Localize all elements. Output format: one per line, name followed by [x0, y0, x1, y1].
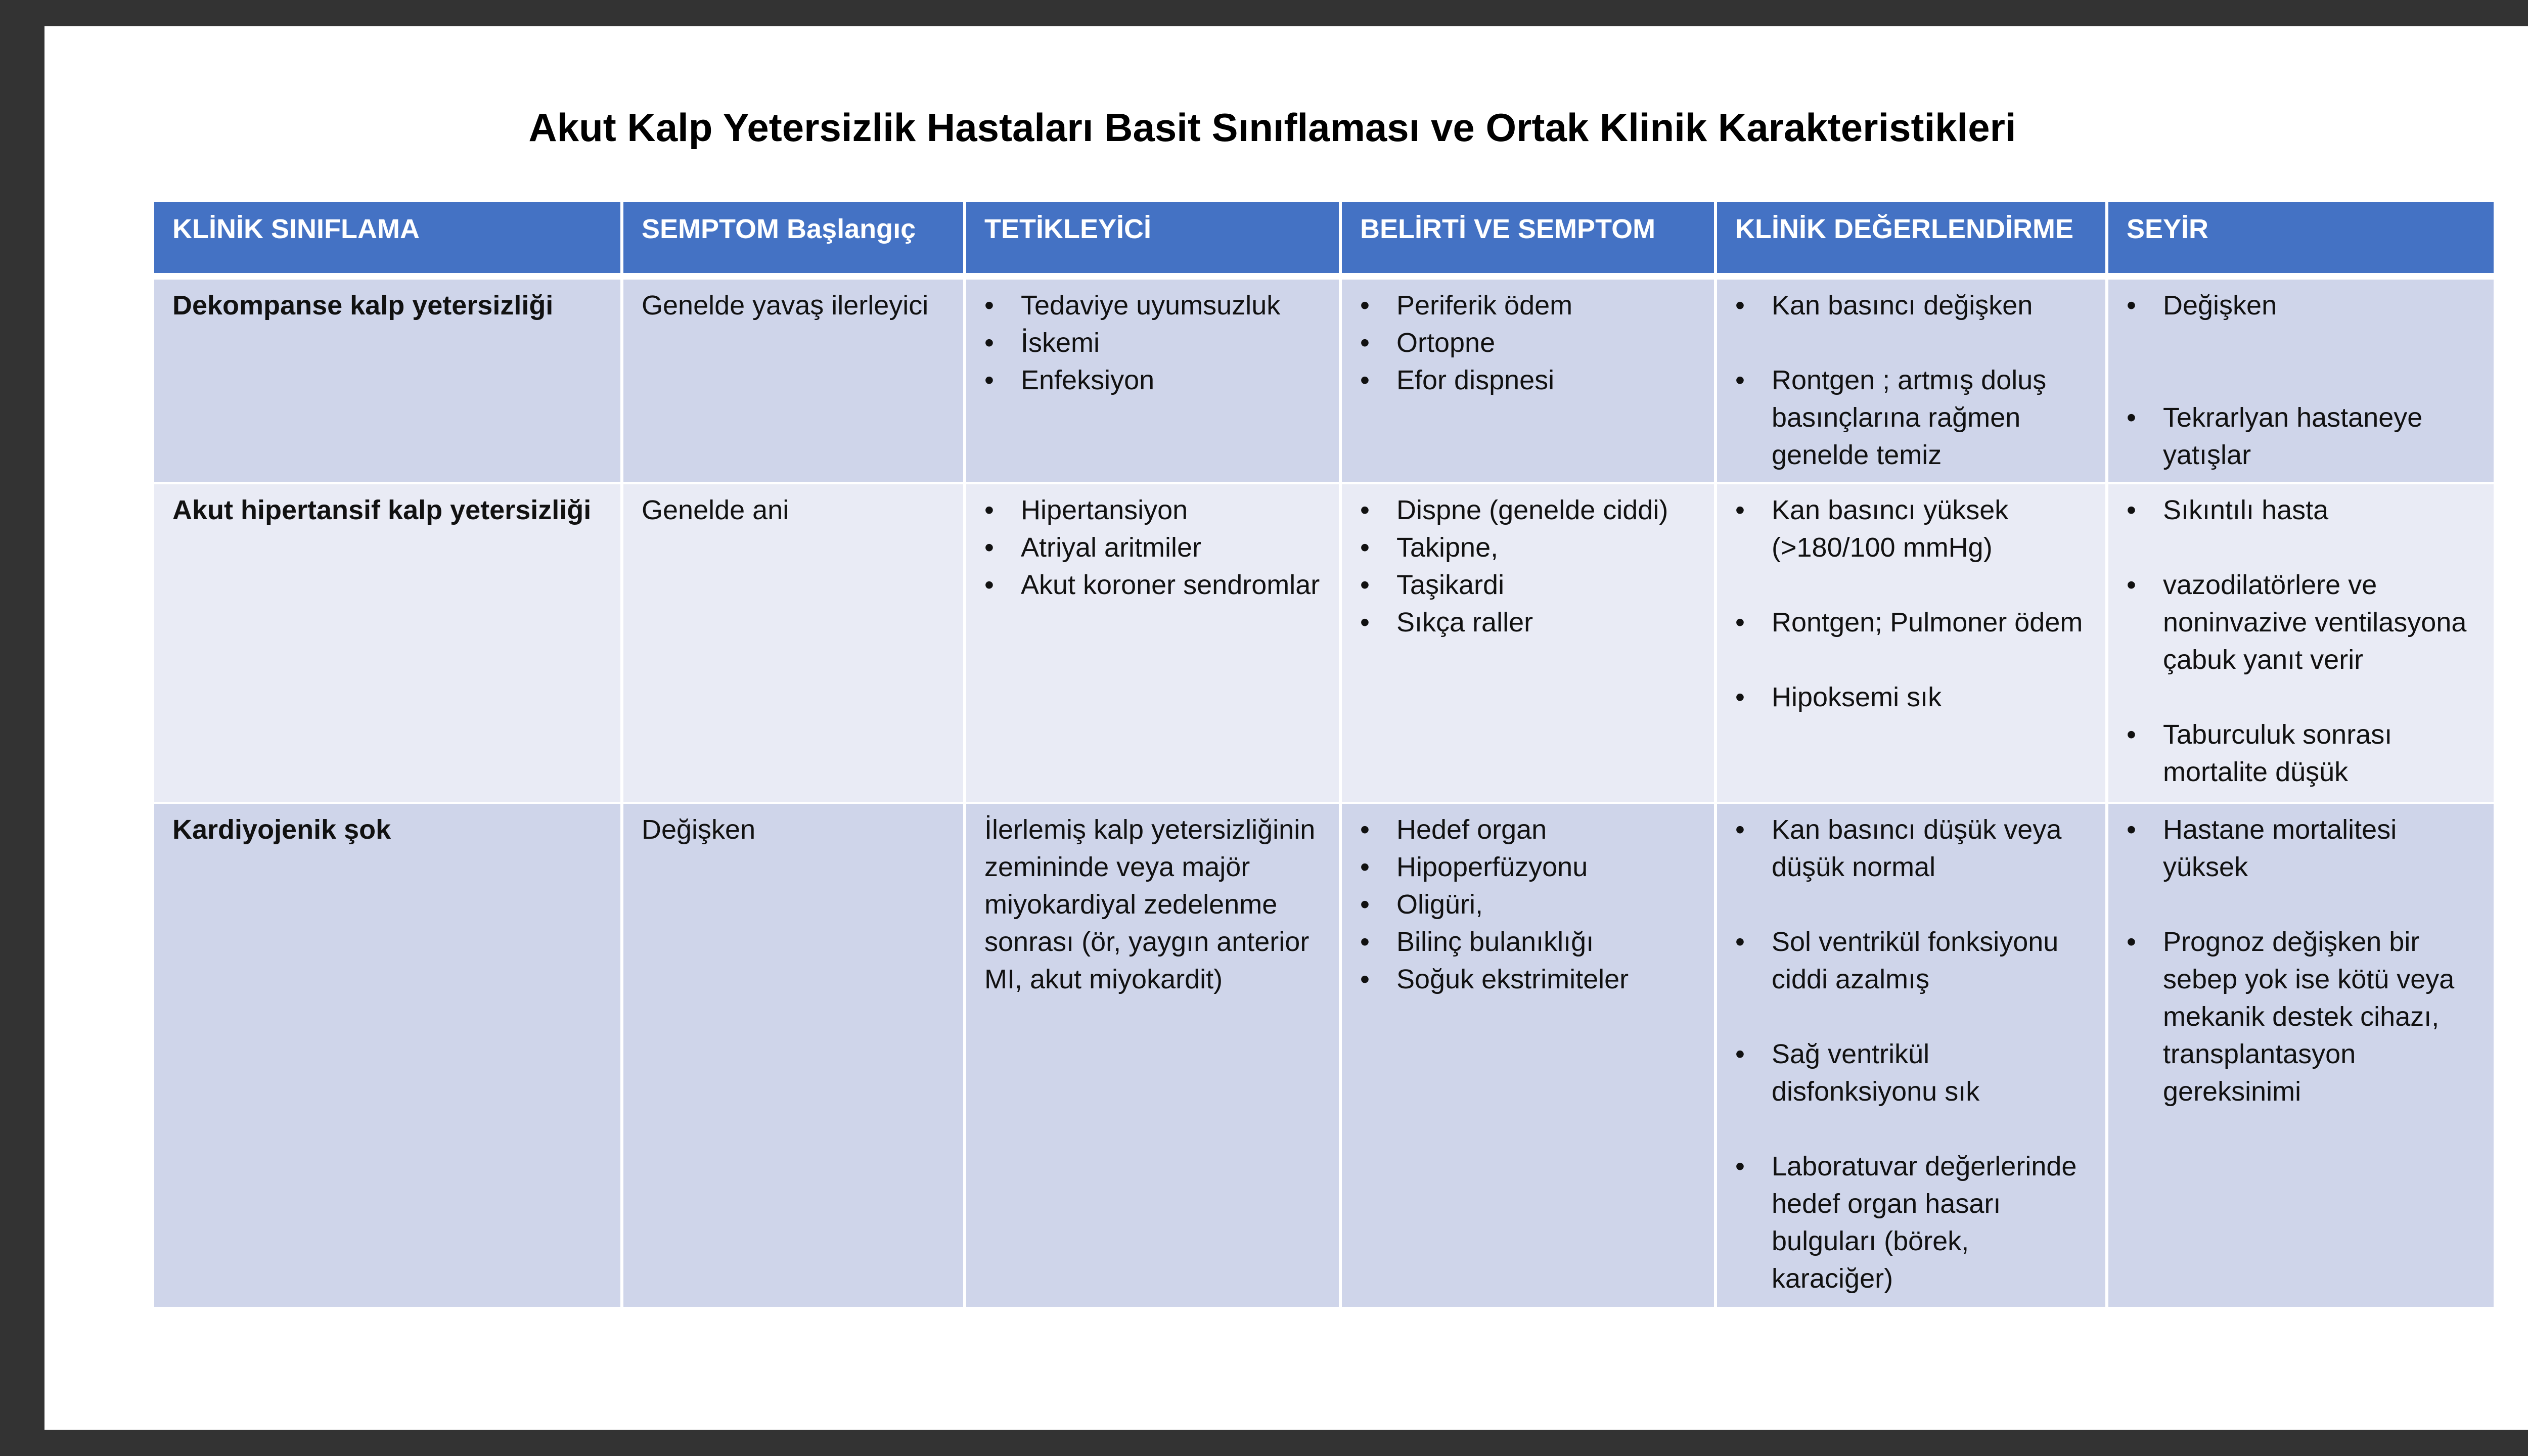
cell-trigger: [966, 280, 1339, 482]
cell-classification: Kardiyojenik şok: [154, 804, 620, 1307]
list-item: • Sol ventrikül fonksiyonu ciddi azalmış: [1735, 923, 2095, 998]
list-item: • Sağ ventrikül disfonksiyonu sık: [1735, 1035, 2095, 1110]
cell-classification: Dekompanse kalp yetersizliği: [154, 280, 620, 482]
list-item: • Takipne,: [1360, 529, 1704, 566]
list-item: • Taburculuk sonrası mortalite düşük: [2127, 716, 2484, 791]
cell-onset: Genelde ani: [623, 484, 963, 802]
list-item: • Akut koroner sendromlar: [984, 566, 1329, 604]
cell-trigger: [966, 484, 1339, 802]
cell-course: [2108, 484, 2494, 802]
list-item: • Prognoz değişken bir sebep yok ise kötü veya mekanik destek cihazı, transplantasyon gereksinimi: [2127, 923, 2484, 1110]
list-item: • Değişken: [2127, 287, 2484, 324]
list-item: • Soğuk ekstrimiteler: [1360, 961, 1704, 998]
slide-title: Akut Kalp Yetersizlik Hastaları Basit Sınıflaması ve Ortak Klinik Karakteristikleri: [528, 105, 2016, 150]
list-item: • Bilinç bulanıklığı: [1360, 923, 1704, 961]
list-item: • Atriyal aritmiler: [984, 529, 1329, 566]
cell-onset: Genelde yavaş ilerleyici: [623, 280, 963, 482]
cell-onset: Değişken: [623, 804, 963, 1307]
header-cell-trigger: TETİKLEYİCİ: [966, 202, 1339, 273]
list-item: • Hipertansiyon: [984, 491, 1329, 529]
header-cell-assessment: KLİNİK DEĞERLENDİRME: [1717, 202, 2105, 273]
cell-signs: [1342, 804, 1714, 1307]
cell-course: [2108, 280, 2494, 482]
list-item: • Hipoperfüzyonu: [1360, 848, 1704, 886]
list-item: • Hedef organ: [1360, 811, 1704, 848]
list-item: • İskemi: [984, 324, 1329, 361]
list-item: • Tekrarlyan hastaneye yatışlar: [2127, 399, 2484, 474]
cell-assessment: [1717, 804, 2105, 1307]
list-item: • Periferik ödem: [1360, 287, 1704, 324]
list-item: • Kan basıncı yüksek (>180/100 mmHg): [1735, 491, 2095, 566]
header-cell-onset: SEMPTOM Başlangıç: [623, 202, 963, 273]
list-item: • Tedaviye uyumsuzluk: [984, 287, 1329, 324]
list-item: • Efor dispnesi: [1360, 361, 1704, 399]
list-item: • Ortopne: [1360, 324, 1704, 361]
list-item: • Hipoksemi sık: [1735, 678, 2095, 716]
cell-classification: Akut hipertansif kalp yetersizliği: [154, 484, 620, 802]
list-item: • Taşikardi: [1360, 566, 1704, 604]
list-item: • Rontgen ; artmış doluş basınçlarına rağmen genelde temiz: [1735, 361, 2095, 474]
cell-signs: [1342, 484, 1714, 802]
cell-course: [2108, 804, 2494, 1307]
list-item: • Sıkıntılı hasta: [2127, 491, 2484, 529]
list-item: • Kan basıncı değişken: [1735, 287, 2095, 324]
list-item: • Dispne (genelde ciddi): [1360, 491, 1704, 529]
header-cell-signs: BELİRTİ VE SEMPTOM: [1342, 202, 1714, 273]
list-item: • vazodilatörlere ve noninvazive ventilasyona çabuk yanıt verir: [2127, 566, 2484, 678]
cell-signs: [1342, 280, 1714, 482]
list-item: • Sıkça raller: [1360, 604, 1704, 641]
cell-assessment: [1717, 484, 2105, 802]
header-cell-course: SEYİR: [2108, 202, 2494, 273]
cell-trigger: İlerlemiş kalp yetersizliğinin zemininde veya majör miyokardiyal zedelenme sonrası (ör, yaygın anterior MI, akut miyokardit): [966, 804, 1339, 1307]
list-item: • Rontgen; Pulmoner ödem: [1735, 604, 2095, 641]
cell-assessment: [1717, 280, 2105, 482]
list-item: • Enfeksiyon: [984, 361, 1329, 399]
list-item: • Kan basıncı düşük veya düşük normal: [1735, 811, 2095, 886]
header-cell-classification: KLİNİK SINIFLAMA: [154, 202, 620, 273]
list-item: • Laboratuvar değerlerinde hedef organ hasarı bulguları (börek, karaciğer): [1735, 1148, 2095, 1297]
list-item: • Oligüri,: [1360, 886, 1704, 923]
list-item: • Hastane mortalitesi yüksek: [2127, 811, 2484, 886]
